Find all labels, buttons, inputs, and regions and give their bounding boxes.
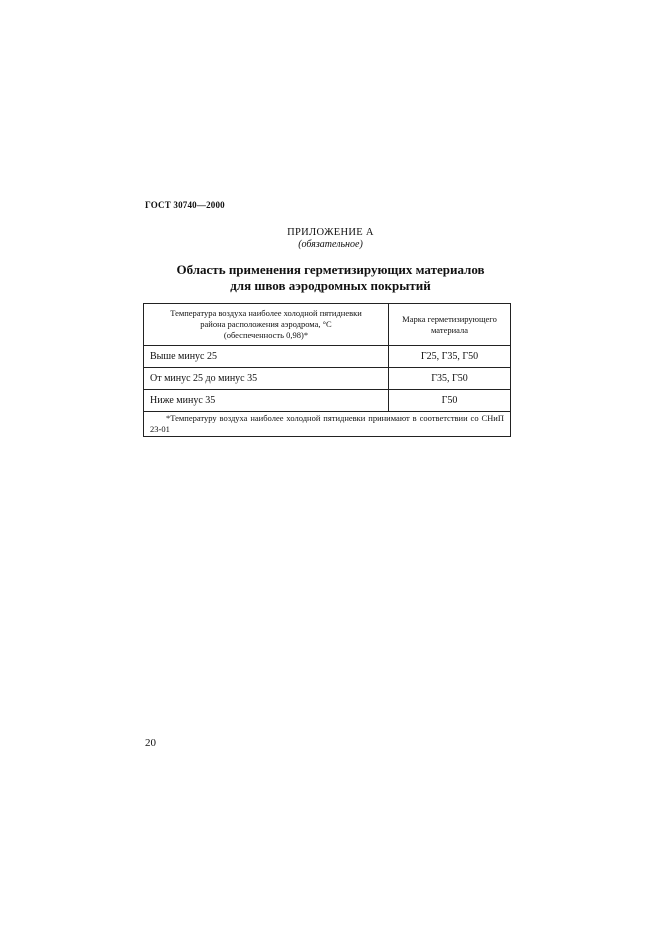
temperature-cell: Ниже минус 35 [144,390,389,412]
page-title-line-2: для швов аэродромных покрытий [230,278,431,293]
footnote-cell [144,412,511,437]
appendix-note: (обязательное) [298,239,363,250]
footnote-text: *Температуру воздуха наиболее холодной пятидневки принимают в соответствии со СНиП 23-01 [150,413,504,434]
temperature-cell: Выше минус 25 [144,346,389,368]
column-header-grade-line-2: материала [430,324,469,335]
grade-cell: Г25, Г35, Г50 [389,346,511,368]
table-footnote-row [144,412,511,437]
column-header-temperature [144,304,389,346]
temperature-cell: От минус 25 до минус 35 [144,368,389,390]
table-header-row [144,304,511,346]
grade-cell: Г35, Г50 [389,368,511,390]
column-header-temperature-line-1: Температура воздуха наиболее холодной пятидневки [170,308,362,318]
page-title-line-1: Область применения герметизирующих материалов [176,262,485,277]
materials-table [143,303,511,437]
column-header-temperature-line-3: (обеспеченность 0,98)* [223,330,309,340]
document-code: ГОСТ 30740—2000 [145,200,225,210]
grade-cell: Г50 [389,390,511,412]
table-row [144,390,511,412]
appendix-title: ПРИЛОЖЕНИЕ А [287,227,374,238]
table-row [144,368,511,390]
page-number: 20 [145,737,156,749]
table-row [144,346,511,368]
column-header-temperature-line-2: района расположения аэродрома, °С [200,319,332,329]
column-header-grade [389,304,511,346]
column-header-grade-line-1: Марка герметизирующего [402,313,497,324]
page-title [0,262,661,294]
